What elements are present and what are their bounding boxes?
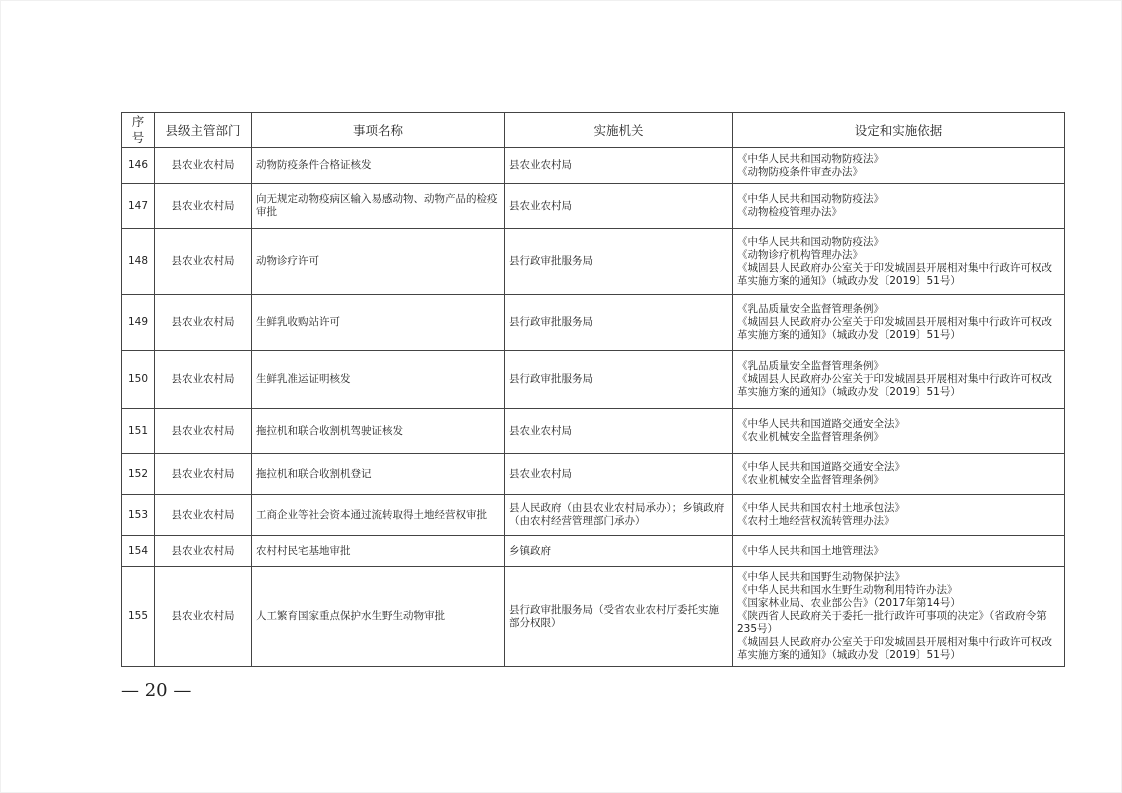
row-item-name: 向无规定动物疫病区输入易感动物、动物产品的检疫审批 <box>252 184 505 229</box>
row-department: 县农业农村局 <box>155 229 252 295</box>
table-row <box>122 295 1065 351</box>
row-serial-number: 153 <box>122 495 155 536</box>
row-legal-basis <box>733 229 1065 295</box>
row-serial-number: 149 <box>122 295 155 351</box>
row-legal-basis <box>733 495 1065 536</box>
legal-basis-entry: 《中华人民共和国动物防疫法》 <box>737 152 884 165</box>
row-implementing-agency: 县行政审批服务局 <box>505 351 733 409</box>
row-implementing-agency: 县行政审批服务局 <box>505 295 733 351</box>
row-legal-basis <box>733 567 1065 667</box>
legal-basis-entry: 《中华人民共和国农村土地承包法》 <box>737 502 905 514</box>
row-implementing-agency: 县农业农村局 <box>505 184 733 229</box>
table-row <box>122 495 1065 536</box>
legal-basis-entry: 《城固县人民政府办公室关于印发城固县开展相对集中行政许可权改革实施方案的通知》（城政办发〔2019〕51号） <box>737 261 1052 287</box>
row-serial-number: 151 <box>122 409 155 454</box>
row-serial-number: 146 <box>122 148 155 184</box>
row-serial-number: 154 <box>122 536 155 567</box>
approval-items-table <box>121 112 1065 667</box>
row-serial-number: 155 <box>122 567 155 667</box>
legal-basis-entry: 《农业机械安全监督管理条例》 <box>737 474 884 486</box>
row-item-name: 生鲜乳收购站许可 <box>252 295 505 351</box>
table-row <box>122 567 1065 667</box>
row-legal-basis <box>733 148 1065 184</box>
header-item-name: 事项名称 <box>252 113 505 148</box>
row-item-name: 拖拉机和联合收割机登记 <box>252 454 505 495</box>
row-department: 县农业农村局 <box>155 454 252 495</box>
legal-basis-entry: 《乳品质量安全监督管理条例》 <box>737 360 884 372</box>
legal-basis-entry: 《中华人民共和国野生动物保护法》 <box>737 571 905 583</box>
table-row <box>122 148 1065 184</box>
table-row <box>122 184 1065 229</box>
row-department: 县农业农村局 <box>155 148 252 184</box>
header-serial-line2: 号 <box>131 130 145 145</box>
table-row <box>122 454 1065 495</box>
legal-basis-entry: 《中华人民共和国动物防疫法》 <box>737 193 884 205</box>
row-department: 县农业农村局 <box>155 295 252 351</box>
row-department: 县农业农村局 <box>155 351 252 409</box>
page-number: — 20 — <box>121 680 192 701</box>
row-implementing-agency: 县人民政府（由县农业农村局承办）；乡镇政府（由农村经营管理部门承办） <box>505 495 733 536</box>
header-serial-number <box>122 113 155 148</box>
legal-basis-entry: 《乳品质量安全监督管理条例》 <box>737 303 884 315</box>
row-department: 县农业农村局 <box>155 567 252 667</box>
row-item-name: 动物防疫条件合格证核发 <box>252 148 505 184</box>
row-legal-basis <box>733 409 1065 454</box>
legal-basis-entry: 《城固县人民政府办公室关于印发城固县开展相对集中行政许可权改革实施方案的通知》（城政办发〔2019〕51号） <box>737 373 1052 398</box>
table-row <box>122 409 1065 454</box>
row-item-name: 动物诊疗许可 <box>252 229 505 295</box>
row-serial-number: 150 <box>122 351 155 409</box>
row-legal-basis <box>733 454 1065 495</box>
table-row <box>122 536 1065 567</box>
header-serial-line1: 序 <box>131 114 145 129</box>
row-implementing-agency: 县农业农村局 <box>505 409 733 454</box>
row-department: 县农业农村局 <box>155 495 252 536</box>
table-body <box>122 148 1065 667</box>
row-legal-basis <box>733 351 1065 409</box>
row-implementing-agency: 县行政审批服务局 <box>505 229 733 295</box>
row-serial-number: 147 <box>122 184 155 229</box>
header-implementing-agency: 实施机关 <box>505 113 733 148</box>
header-department: 县级主管部门 <box>155 113 252 148</box>
table-row <box>122 229 1065 295</box>
table-row <box>122 351 1065 409</box>
header-legal-basis: 设定和实施依据 <box>733 113 1065 148</box>
legal-basis-entry: 《中华人民共和国动物防疫法》 <box>737 235 884 248</box>
row-item-name: 生鲜乳准运证明核发 <box>252 351 505 409</box>
row-item-name: 拖拉机和联合收割机驾驶证核发 <box>252 409 505 454</box>
row-serial-number: 148 <box>122 229 155 295</box>
legal-basis-entry: 《动物检疫管理办法》 <box>737 206 842 218</box>
row-serial-number: 152 <box>122 454 155 495</box>
row-legal-basis <box>733 536 1065 567</box>
table-header-row <box>122 113 1065 148</box>
legal-basis-entry: 《城固县人民政府办公室关于印发城固县开展相对集中行政许可权改革实施方案的通知》（城政办发〔2019〕51号） <box>737 316 1052 341</box>
legal-basis-entry: 《陕西省人民政府关于委托一批行政许可事项的决定》（省政府令第235号） <box>737 610 1047 635</box>
legal-basis-entry: 《中华人民共和国道路交通安全法》 <box>737 418 905 430</box>
row-implementing-agency: 乡镇政府 <box>505 536 733 567</box>
row-legal-basis <box>733 184 1065 229</box>
legal-basis-entry: 《中华人民共和国土地管理法》 <box>737 544 884 557</box>
row-department: 县农业农村局 <box>155 536 252 567</box>
legal-basis-entry: 《动物诊疗机构管理办法》 <box>737 248 863 261</box>
row-implementing-agency: 县农业农村局 <box>505 148 733 184</box>
legal-basis-entry: 《中华人民共和国水生野生动物利用特许办法》 <box>737 584 958 596</box>
row-department: 县农业农村局 <box>155 184 252 229</box>
legal-basis-entry: 《中华人民共和国道路交通安全法》 <box>737 461 905 473</box>
legal-basis-entry: 《农村土地经营权流转管理办法》 <box>737 515 895 527</box>
row-implementing-agency: 县农业农村局 <box>505 454 733 495</box>
legal-basis-entry: 《动物防疫条件审查办法》 <box>737 165 863 178</box>
legal-basis-entry: 《农业机械安全监督管理条例》 <box>737 431 884 443</box>
legal-basis-entry: 《城固县人民政府办公室关于印发城固县开展相对集中行政许可权改革实施方案的通知》（城政办发〔2019〕51号） <box>737 636 1052 661</box>
row-department: 县农业农村局 <box>155 409 252 454</box>
legal-basis-entry: 《国家林业局、农业部公告》（2017年第14号） <box>737 597 961 609</box>
row-implementing-agency: 县行政审批服务局（受省农业农村厅委托实施部分权限） <box>505 567 733 667</box>
row-legal-basis <box>733 295 1065 351</box>
row-item-name: 工商企业等社会资本通过流转取得土地经营权审批 <box>252 495 505 536</box>
row-item-name: 农村村民宅基地审批 <box>252 536 505 567</box>
row-item-name: 人工繁育国家重点保护水生野生动物审批 <box>252 567 505 667</box>
